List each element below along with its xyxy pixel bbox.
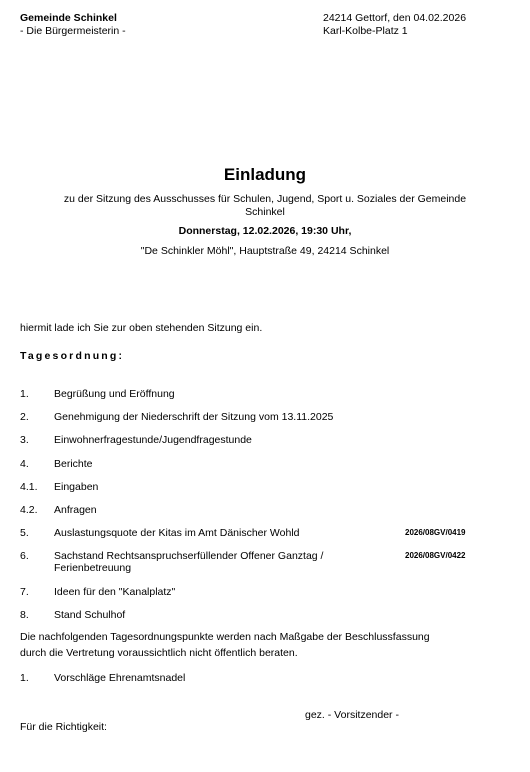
- agenda-item-number: 4.1.: [20, 481, 38, 493]
- agenda-item: [0, 586, 530, 599]
- agenda-item: [0, 411, 530, 424]
- agenda-item: [0, 434, 530, 447]
- agenda-item-text-continuation: Ferienbetreuung: [54, 562, 132, 574]
- signature: gez. - Vorsitzender -: [305, 709, 399, 721]
- agenda-item: [0, 504, 530, 517]
- agenda-item-number: 5.: [20, 527, 29, 539]
- invitation-title: Einladung: [223, 165, 307, 184]
- invitation-subtitle-line2: Schinkel: [245, 206, 285, 218]
- agenda-item-text: Eingaben: [54, 481, 99, 493]
- agenda-item-text: Stand Schulhof: [54, 609, 126, 621]
- nonpublic-note-line2: durch die Vertretung voraussichtlich nicht öffentlich beraten.: [20, 647, 298, 659]
- agenda-item-text: Sachstand Rechtsanspruchserfüllender Offener Ganztag /: [54, 550, 324, 562]
- agenda-item-document-number: 2026/08GV/0419: [405, 528, 466, 537]
- meeting-datetime: Donnerstag, 12.02.2026, 19:30 Uhr,: [178, 225, 352, 237]
- agenda-item: [0, 388, 530, 401]
- invitation-subtitle-line1: zu der Sitzung des Ausschusses für Schulen, Jugend, Sport u. Soziales der Gemeinde: [63, 193, 467, 205]
- agenda-item-document-number: 2026/08GV/0422: [405, 551, 466, 560]
- place-date: 24214 Gettorf, den 04.02.2026: [323, 12, 467, 24]
- agenda-item-text: Berichte: [54, 458, 93, 470]
- agenda-item-number: 4.: [20, 458, 29, 470]
- agenda-item: [0, 609, 530, 622]
- agenda-item-number: 2.: [20, 411, 29, 423]
- agenda-item-text: Einwohnerfragestunde/Jugendfragestunde: [54, 434, 252, 446]
- agenda-item-number: 4.2.: [20, 504, 38, 516]
- intro-text: hiermit lade ich Sie zur oben stehenden Sitzung ein.: [20, 322, 263, 334]
- agenda-item-number: 7.: [20, 586, 29, 598]
- agenda-item: [0, 481, 530, 494]
- agenda-item-number: 1.: [20, 388, 29, 400]
- agenda-item-number: 6.: [20, 550, 29, 562]
- agenda-item: [0, 550, 530, 576]
- agenda-item-text: Auslastungsquote der Kitas im Amt Dänischer Wohld: [54, 527, 300, 539]
- nonpublic-note-line1: Die nachfolgenden Tagesordnungspunkte werden nach Maßgabe der Beschlussfassung: [20, 631, 430, 643]
- agenda-item-number: 8.: [20, 609, 29, 621]
- meeting-venue: "De Schinkler Möhl", Hauptstraße 49, 24214 Schinkel: [140, 245, 390, 257]
- agenda-item-text: Vorschläge Ehrenamtsnadel: [54, 672, 186, 684]
- agenda-item-number: 3.: [20, 434, 29, 446]
- agenda-item-text: Anfragen: [54, 504, 97, 516]
- agenda-item-text: Begrüßung und Eröffnung: [54, 388, 175, 400]
- nonpublic-agenda-item: [0, 672, 530, 685]
- agenda-item-text: Genehmigung der Niederschrift der Sitzung vom 13.11.2025: [54, 411, 334, 423]
- agenda-heading: Tagesordnung:: [20, 350, 125, 362]
- agenda-item: [0, 458, 530, 471]
- agenda-item-text: Ideen für den "Kanalplatz": [54, 586, 176, 598]
- office-name: - Die Bürgermeisterin -: [20, 25, 126, 37]
- address: Karl-Kolbe-Platz 1: [323, 25, 408, 37]
- agenda-item: [0, 527, 530, 540]
- correctness-label: Für die Richtigkeit:: [20, 721, 107, 733]
- municipality-name: Gemeinde Schinkel: [20, 12, 117, 24]
- agenda-item-number: 1.: [20, 672, 29, 684]
